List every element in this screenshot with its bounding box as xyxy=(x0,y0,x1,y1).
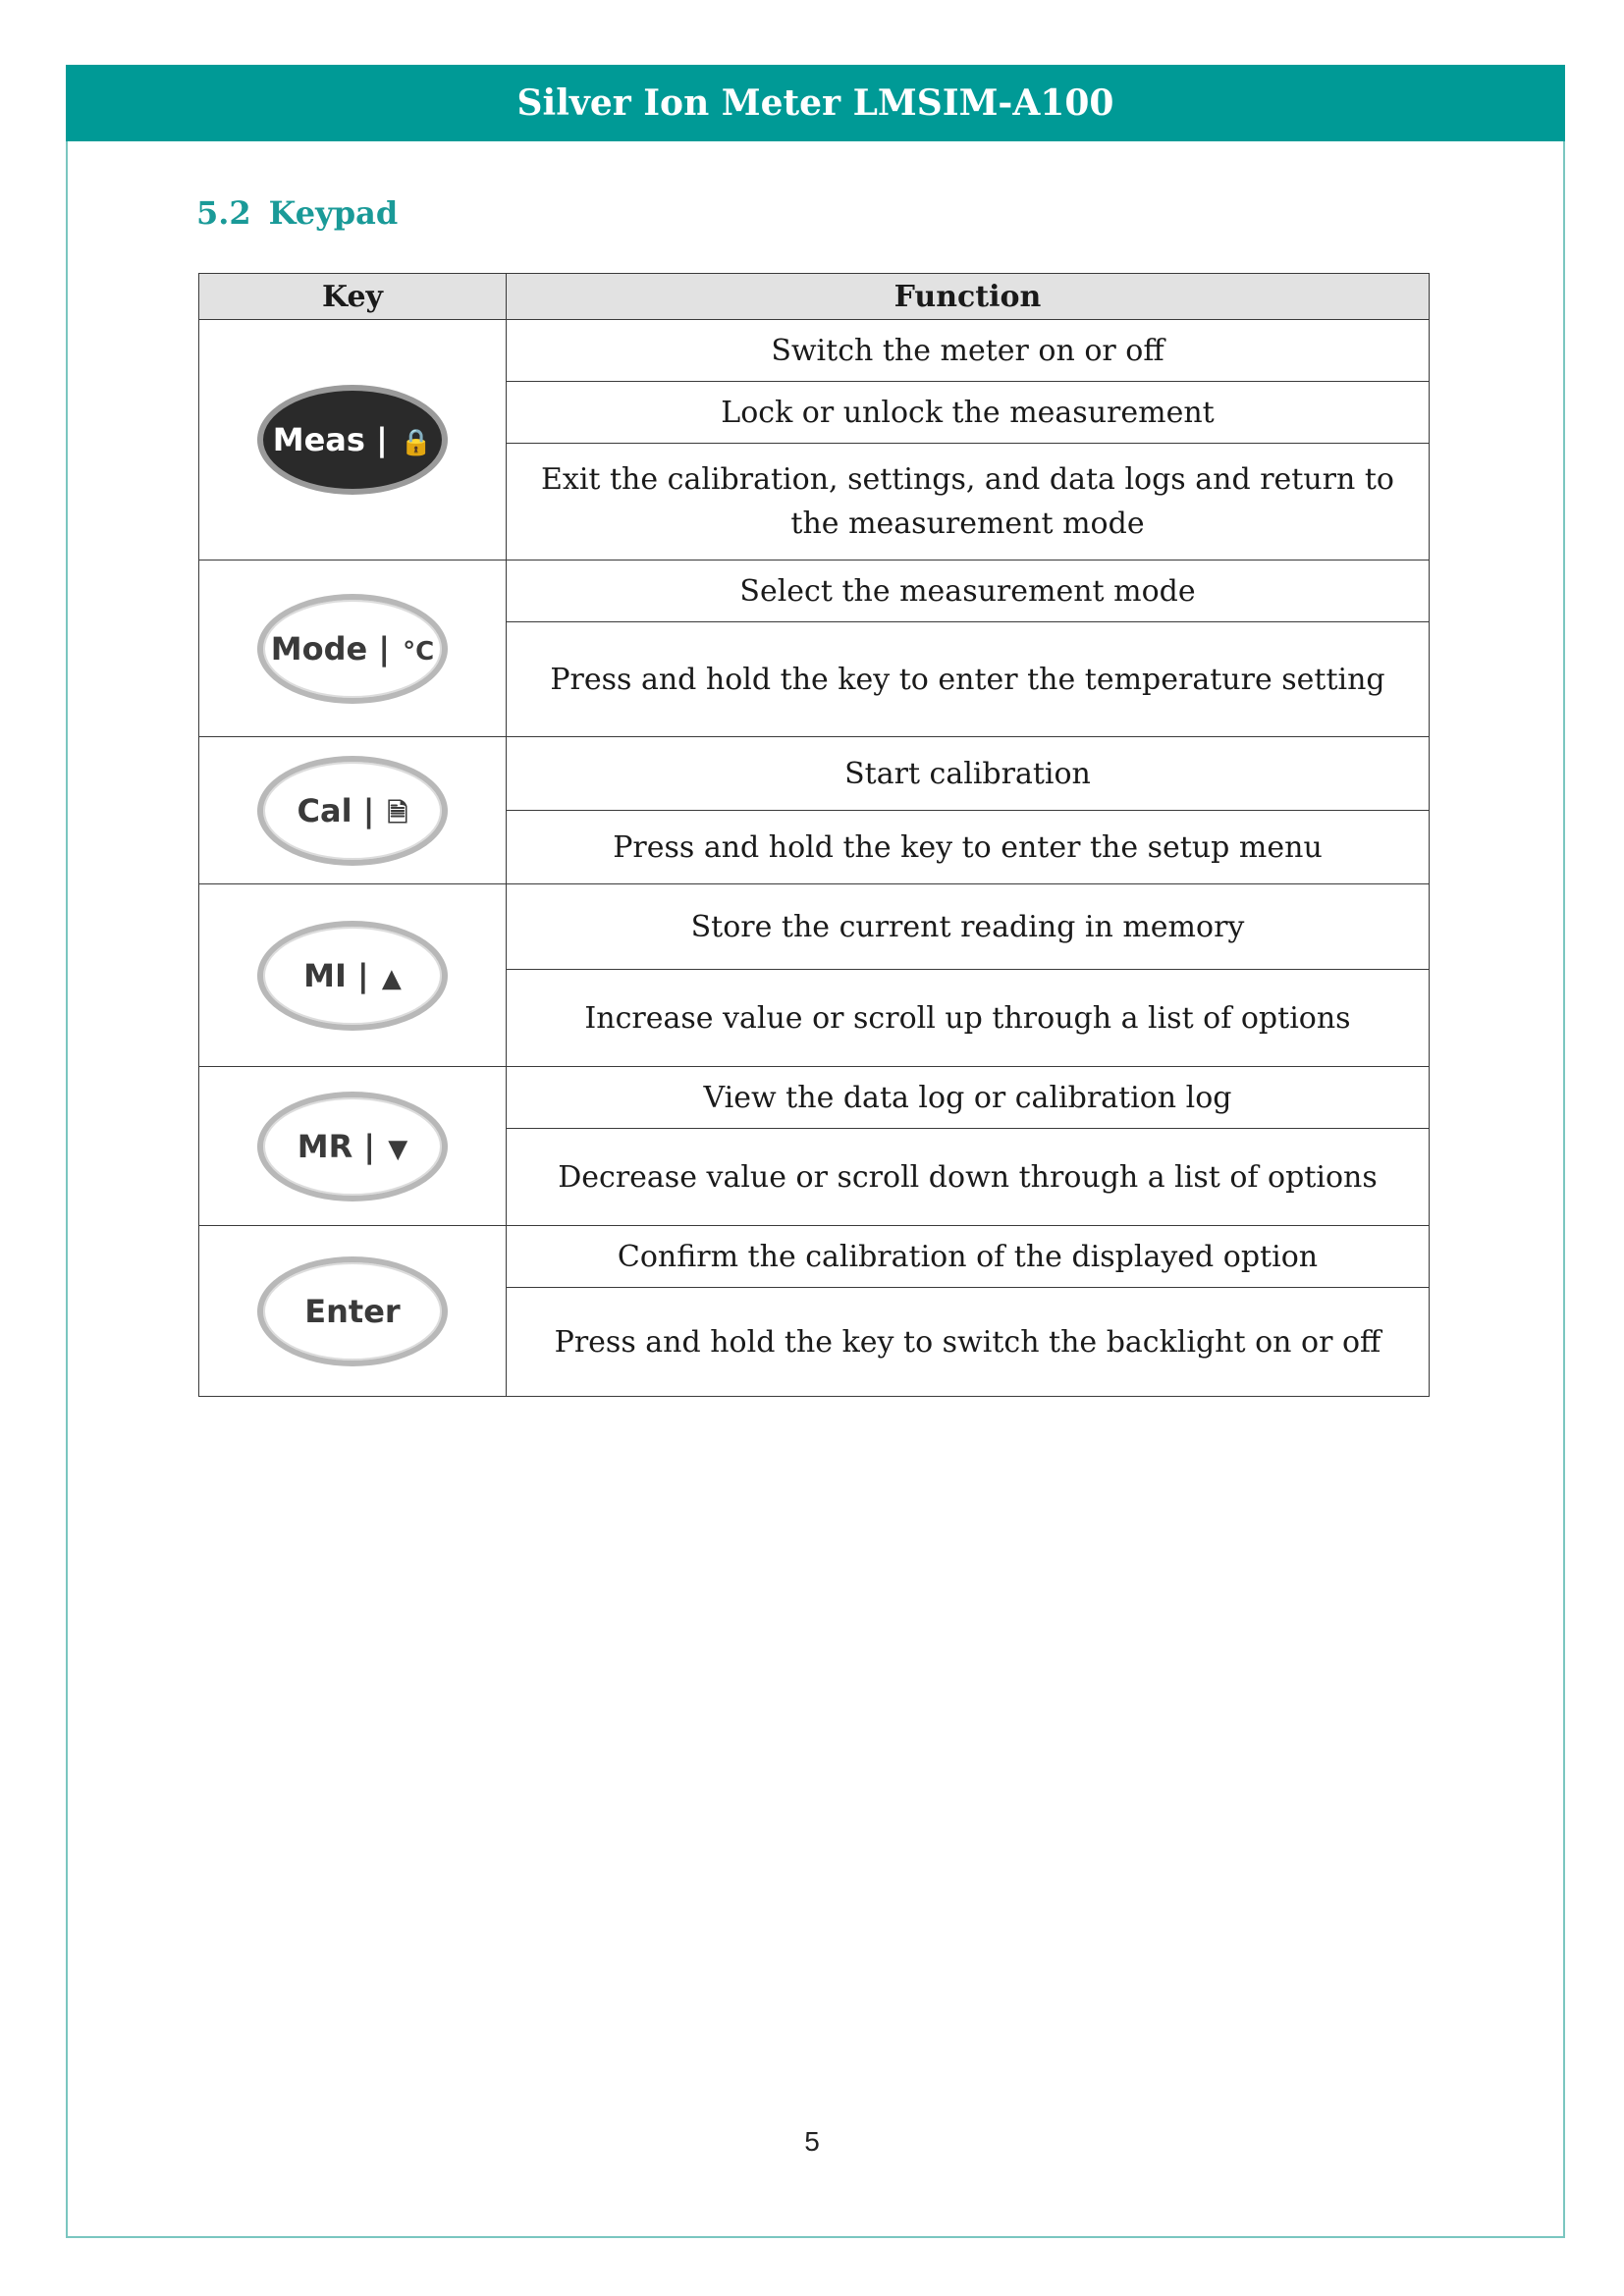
cal-key-image: Cal | 🗎 xyxy=(257,756,448,866)
mi-key-label: MI xyxy=(303,956,347,994)
function-cell: Press and hold the key to enter the setup menu xyxy=(507,811,1430,884)
enter-key-label: Enter xyxy=(304,1292,401,1330)
section-number: 5.2 xyxy=(196,194,251,232)
function-cell: Confirm the calibration of the displayed option xyxy=(507,1226,1430,1288)
function-cell: Start calibration xyxy=(507,737,1430,811)
function-cell: Exit the calibration, settings, and data logs and return to the measurement mode xyxy=(507,444,1430,561)
cal-key-label: Cal xyxy=(297,791,352,829)
function-cell: Select the measurement mode xyxy=(507,561,1430,622)
table-row xyxy=(199,737,1430,811)
up-arrow-icon: ▲ xyxy=(381,963,402,993)
function-cell: Lock or unlock the measurement xyxy=(507,382,1430,444)
key-cell-cal xyxy=(199,737,507,884)
mi-key-image: MI | ▲ xyxy=(257,921,448,1031)
meas-key-label: Meas xyxy=(272,421,365,458)
section-title: Keypad xyxy=(268,194,399,232)
function-cell: Switch the meter on or off xyxy=(507,320,1430,382)
meas-key-image: Meas | 🔒 xyxy=(257,385,448,495)
document-header: Silver Ion Meter LMSIM-A100 xyxy=(66,65,1565,141)
table-header-row xyxy=(199,274,1430,320)
lock-icon: 🔒 xyxy=(400,428,433,457)
function-cell: View the data log or calibration log xyxy=(507,1067,1430,1129)
table-row xyxy=(199,1067,1430,1129)
mr-key-label: MR xyxy=(297,1127,353,1165)
document-icon: 🗎 xyxy=(387,798,408,828)
enter-key-image xyxy=(257,1256,448,1366)
page-number: 5 xyxy=(804,2126,820,2157)
key-cell-mr xyxy=(199,1067,507,1226)
mode-key-label: Mode xyxy=(270,629,368,667)
table-row xyxy=(199,320,1430,382)
key-cell-enter xyxy=(199,1226,507,1397)
key-cell-mode xyxy=(199,561,507,737)
celsius-icon: °C xyxy=(403,636,435,667)
table-row xyxy=(199,1226,1430,1288)
section-heading xyxy=(196,194,398,232)
keypad-table xyxy=(198,273,1430,1397)
mr-key-image: MR | ▼ xyxy=(257,1092,448,1201)
function-cell: Press and hold the key to switch the backlight on or off xyxy=(507,1288,1430,1397)
function-cell: Decrease value or scroll down through a list of options xyxy=(507,1129,1430,1226)
function-cell: Increase value or scroll up through a list of options xyxy=(507,970,1430,1067)
key-cell-mi xyxy=(199,884,507,1067)
down-arrow-icon: ▼ xyxy=(388,1134,408,1164)
column-header-function: Function xyxy=(507,274,1430,320)
mode-key-image: Mode | °C xyxy=(257,594,448,704)
function-cell: Store the current reading in memory xyxy=(507,884,1430,970)
table-row xyxy=(199,884,1430,970)
function-cell: Press and hold the key to enter the temperature setting xyxy=(507,622,1430,737)
table-row xyxy=(199,561,1430,622)
key-cell-meas xyxy=(199,320,507,561)
column-header-key: Key xyxy=(199,274,507,320)
